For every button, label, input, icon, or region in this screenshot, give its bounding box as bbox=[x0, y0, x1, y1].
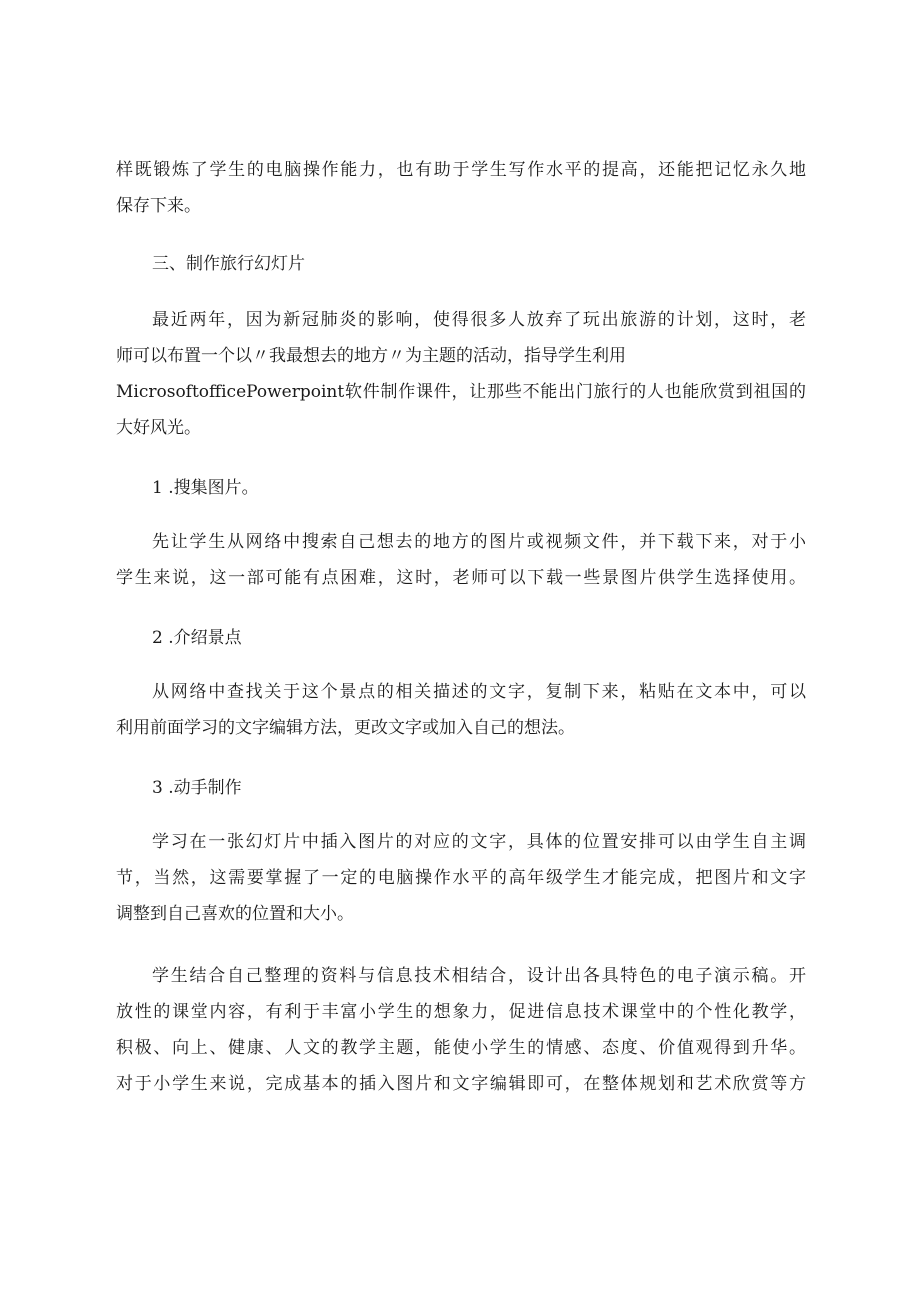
paragraph-continuation bbox=[116, 152, 806, 224]
text-line: 调整到自己喜欢的位置和大小。 bbox=[116, 904, 354, 924]
text-line: 积极、向上、健康、人文的教学主题，能使小学生的情感、态度、价值观得到升华。 bbox=[116, 1038, 806, 1058]
text-line: 放性的课堂内容，有利于丰富小学生的想象力，促进信息技术课堂中的个性化教学， bbox=[116, 1002, 806, 1022]
step-heading-1 bbox=[116, 470, 806, 506]
text-line: MicrosoftofficePowerpoint软件制作课件，让那些不能出门旅行的人也能欣赏到祖国的 bbox=[116, 382, 806, 402]
text-line: 节，当然，这需要掌握了一定的电脑操作水平的高年级学生才能完成，把图片和文字 bbox=[116, 868, 806, 888]
text-line: 学生结合自己整理的资料与信息技术相结合，设计出各具特色的电子演示稿。开 bbox=[152, 966, 806, 986]
text-line: 样既锻炼了学生的电脑操作能力，也有助于学生写作水平的提高，还能把记忆永久地 bbox=[116, 160, 806, 180]
paragraph-step-1 bbox=[116, 524, 806, 596]
paragraph-intro bbox=[116, 302, 806, 446]
heading-text: 2 .介绍景点 bbox=[152, 628, 242, 648]
heading-text: 3 .动手制作 bbox=[152, 778, 242, 798]
text-line: 从网络中查找关于这个景点的相关描述的文字，复制下来，粘贴在文本中，可以 bbox=[152, 682, 806, 702]
paragraph-step-3 bbox=[116, 824, 806, 932]
text-line: 学生来说，这一部可能有点困难，这时，老师可以下载一些景图片供学生选择使用。 bbox=[116, 568, 806, 588]
step-heading-2 bbox=[116, 620, 806, 656]
text-line: 学习在一张幻灯片中插入图片的对应的文字，具体的位置安排可以由学生自主调 bbox=[152, 832, 806, 852]
text-line: 先让学生从网络中搜索自己想去的地方的图片或视频文件，并下载下来，对于小 bbox=[152, 532, 806, 552]
paragraph-summary bbox=[116, 958, 806, 1102]
text-line: 大好风光。 bbox=[116, 418, 201, 438]
text-line: 师可以布置一个以〃我最想去的地方〃为主题的活动，指导学生利用 bbox=[116, 346, 626, 366]
paragraph-step-2 bbox=[116, 674, 806, 746]
heading-text: 1 .搜集图片。 bbox=[152, 478, 259, 498]
heading-text: 三、制作旅行幻灯片 bbox=[152, 254, 305, 274]
step-heading-3 bbox=[116, 770, 806, 806]
section-heading bbox=[116, 246, 806, 282]
text-line: 保存下来。 bbox=[116, 196, 201, 216]
text-line: 利用前面学习的文字编辑方法，更改文字或加入自己的想法。 bbox=[116, 718, 575, 738]
text-line: 最近两年，因为新冠肺炎的影响，使得很多人放弃了玩出旅游的计划，这时，老 bbox=[152, 310, 806, 330]
text-line: 对于小学生来说，完成基本的插入图片和文字编辑即可，在整体规划和艺术欣赏等方 bbox=[116, 1074, 806, 1094]
